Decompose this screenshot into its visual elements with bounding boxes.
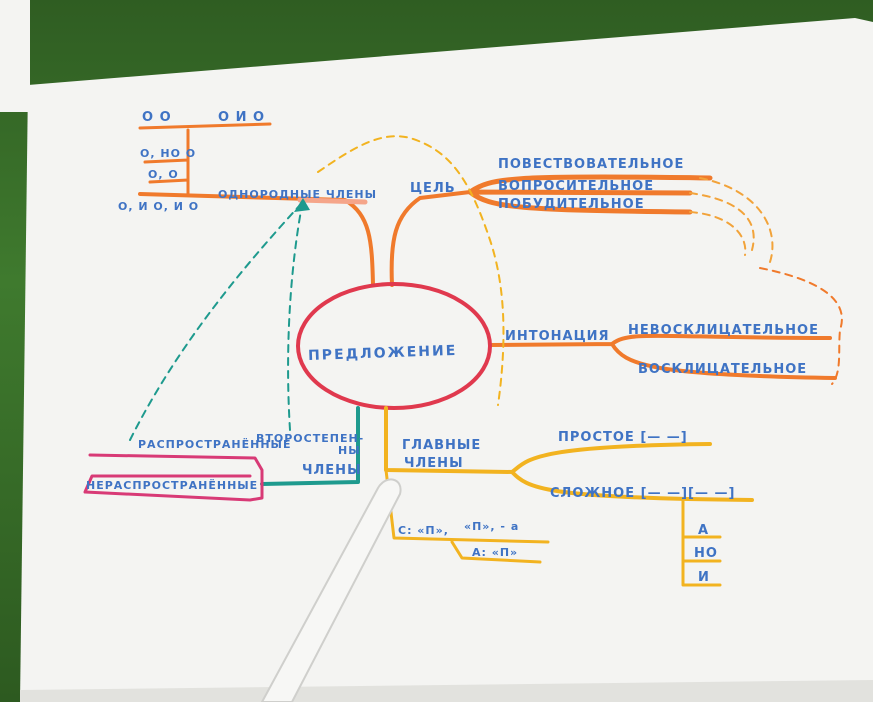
secondary-item-1: РАСПРОСТРАНЁННЫЕ bbox=[138, 438, 292, 451]
conjunction-i: И bbox=[698, 570, 710, 585]
goal-item-1: ПОВЕСТВОВАТЕЛЬНОЕ bbox=[498, 157, 685, 172]
paper-corner bbox=[0, 0, 30, 112]
main-members-label-2: ЧЛЕНЫ bbox=[404, 456, 464, 471]
homogeneous-label: ОДНОРОДНЫЕ ЧЛЕНЫ bbox=[218, 188, 378, 201]
main-simple: ПРОСТОЕ [— —] bbox=[558, 430, 688, 445]
main-complex: СЛОЖНОЕ [— —][— —] bbox=[550, 486, 736, 501]
speech-scheme-3: А: «П» bbox=[472, 546, 519, 559]
conjunction-a: А bbox=[698, 523, 710, 538]
homogeneous-scheme-3: О, НО О bbox=[140, 147, 197, 160]
intonation-item-2: ВОСКЛИЦАТЕЛЬНОЕ bbox=[638, 362, 808, 377]
homogeneous-scheme-2: О И О bbox=[218, 110, 266, 125]
goal-label: ЦЕЛЬ bbox=[410, 181, 456, 196]
conjunction-no: НО bbox=[694, 546, 718, 561]
secondary-label-2: НЫ bbox=[338, 444, 361, 457]
secondary-label-1: ВТОРОСТЕПЕН- bbox=[256, 432, 365, 445]
secondary-item-2: НЕРАСПРОСТРАНЁННЫЕ bbox=[86, 479, 259, 492]
main-members-label-1: ГЛАВНЫЕ bbox=[402, 438, 482, 453]
homogeneous-scheme-5: О, И О, И О bbox=[118, 200, 200, 213]
homogeneous-scheme-1: О О bbox=[142, 110, 172, 125]
intonation-item-1: НЕВОСКЛИЦАТЕЛЬНОЕ bbox=[628, 323, 819, 338]
center-label: ПРЕДЛОЖЕНИЕ bbox=[307, 342, 458, 364]
speech-scheme-2: «П», - а bbox=[464, 520, 520, 533]
secondary-label-3: ЧЛЕНЫ bbox=[302, 463, 362, 478]
speech-scheme-1: С: «П», bbox=[398, 524, 449, 537]
goal-item-3: ПОБУДИТЕЛЬНОЕ bbox=[498, 197, 645, 212]
intonation-label: ИНТОНАЦИЯ bbox=[505, 329, 610, 344]
homogeneous-scheme-4: О, О bbox=[148, 168, 179, 181]
goal-item-2: ВОПРОСИТЕЛЬНОЕ bbox=[498, 179, 655, 194]
